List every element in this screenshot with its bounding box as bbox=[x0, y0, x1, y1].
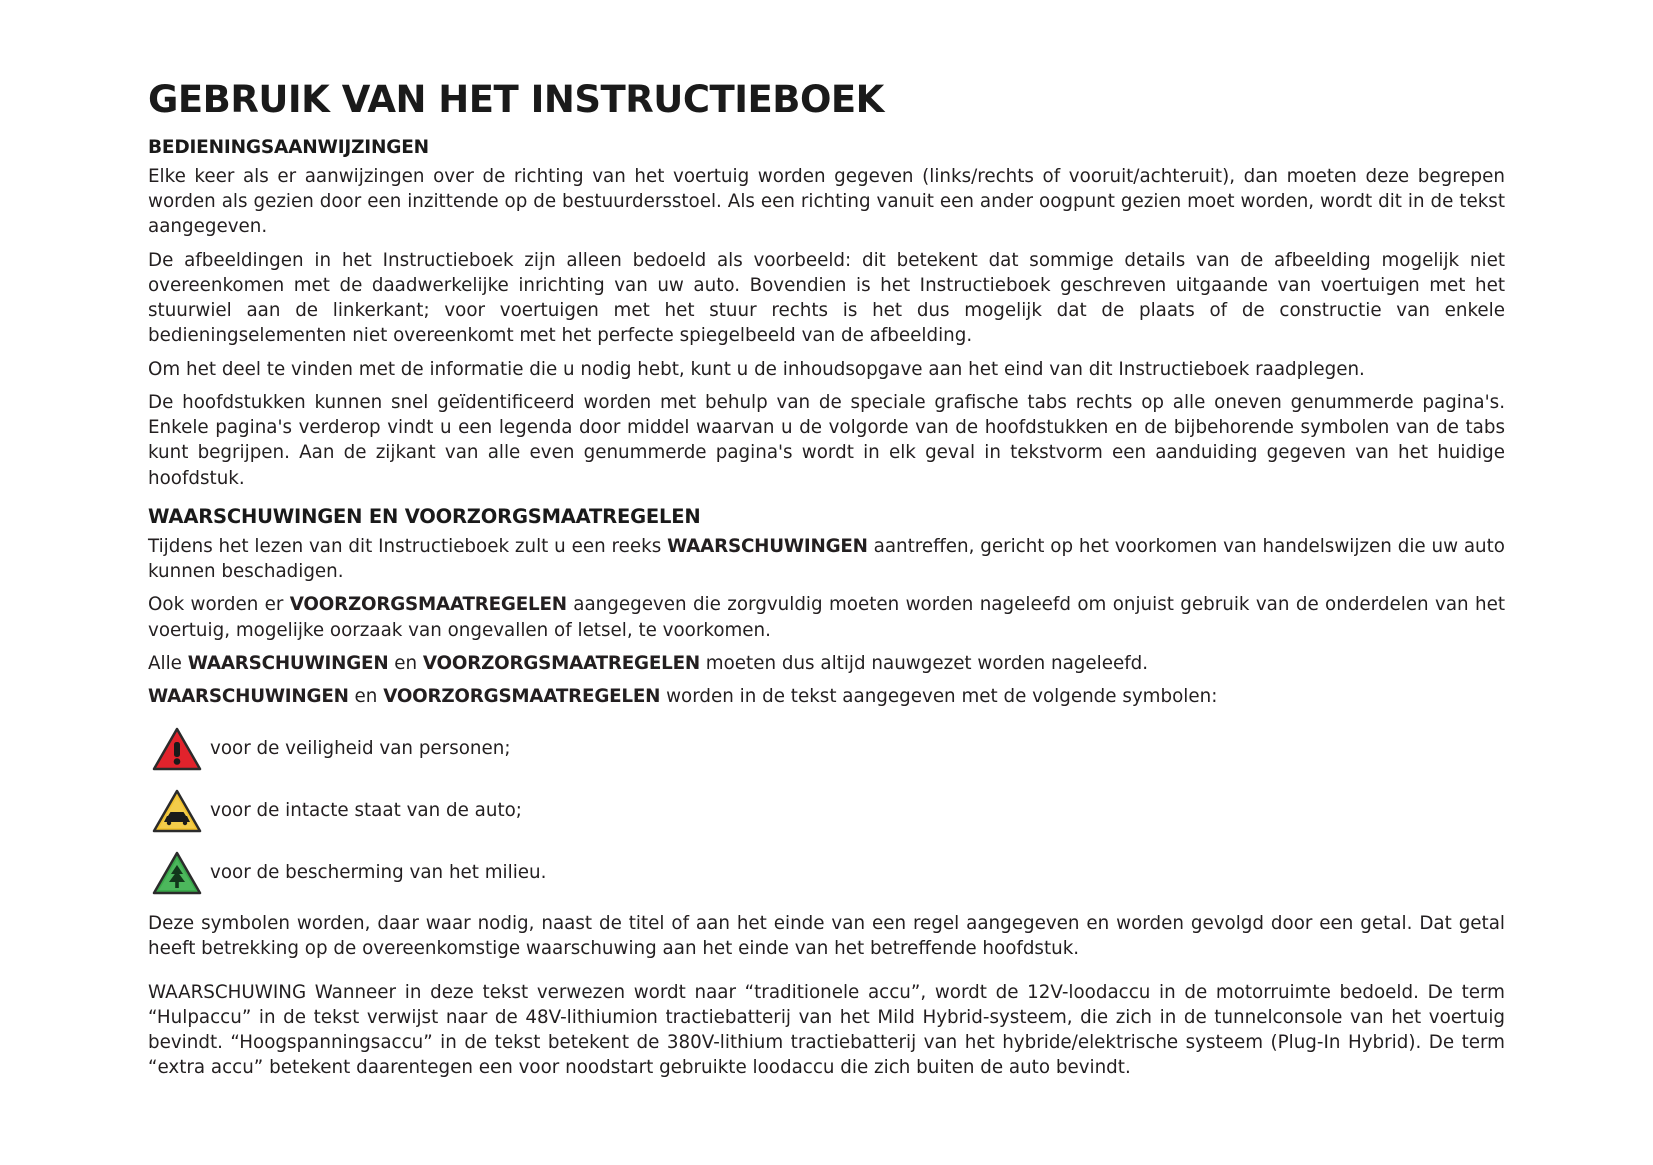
paragraph-operating-2: De afbeeldingen in het Instructieboek zijn alleen bedoeld als voorbeeld: dit betekent dat sommige details van de afbeelding mogelijk niet overeenkomen met de daadwerkelijke inrichting van uw auto. Bovendien is het Instructieboek geschreven uitgaande van voertuigen met het stuurwiel aan de linkerkant; voor voertuigen met het stuur rechts is het dus mogelijk dat de plaats of de constructie van enkele bedieningselementen niet overeenkomt met het perfecte spiegelbeeld van de afbeelding. bbox=[148, 249, 1505, 347]
emphasis-voorzorgsmaatregelen: VOORZORGSMAATREGELEN bbox=[422, 652, 700, 674]
text-fragment: Alle bbox=[148, 652, 188, 674]
list-item bbox=[148, 845, 1505, 901]
paragraph-warnings-2 bbox=[148, 592, 1505, 642]
emphasis-voorzorgsmaatregelen: VOORZORGSMAATREGELEN bbox=[383, 685, 661, 707]
emphasis-voorzorgsmaatregelen: VOORZORGSMAATREGELEN bbox=[289, 594, 567, 616]
paragraph-operating-3: Om het deel te vinden met de informatie die u nodig hebt, kunt u de inhoudsopgave aan het eind van dit Instructieboek raadplegen. bbox=[148, 358, 1365, 380]
paragraph-warnings-4 bbox=[148, 684, 1505, 709]
paragraph-closing-1: Deze symbolen worden, daar waar nodig, naast de titel of aan het einde van een regel aangegeven en worden gevolgd door een getal. Dat getal heeft betrekking op de overeenkomstige waarschuwing aan het einde van het betreffende hoofdstuk. bbox=[148, 913, 1505, 960]
yellow-car-triangle-icon bbox=[148, 788, 206, 834]
paragraph-operating-4: De hoofdstukken kunnen snel geïdentificeerd worden met behulp van de speciale grafische tabs rechts op alle oneven genummerde pagina's. Enkele pagina's verderop vindt u een legenda door middel waarvan u de volgorde van de hoofdstukken en de bijbehorende symbolen van de tabs kunt begrijpen. Aan de zijkant van alle even genummerde pagina's wordt in elk geval in tekstvorm een aanduiding gegeven van het huidige hoofdstuk. bbox=[148, 391, 1505, 489]
list-item bbox=[148, 721, 1505, 777]
text-fragment: moeten dus altijd nauwgezet worden nageleefd. bbox=[700, 652, 1149, 674]
text-fragment: aantreffen, gericht op het voorkomen van handelswijzen die uw auto kunnen beschadigen. bbox=[148, 535, 1505, 583]
symbol-legend-list bbox=[148, 721, 1505, 901]
paragraph-operating-1: Elke keer als er aanwijzingen over de richting van het voertuig worden gegeven (links/rechts of vooruit/achteruit), dan moeten deze begrepen worden als gezien door een inzittende op de bestuurdersstoel. Als een richting vanuit een ander oogpunt gezien moet worden, wordt dit in de tekst aangegeven. bbox=[148, 166, 1505, 238]
list-item-label: voor de veiligheid van personen; bbox=[210, 738, 511, 760]
paragraph-warnings-1 bbox=[148, 534, 1505, 584]
paragraph-warnings-3 bbox=[148, 651, 1505, 676]
text-fragment: en bbox=[388, 652, 423, 674]
green-tree-triangle-icon bbox=[148, 850, 206, 896]
list-item bbox=[148, 783, 1505, 839]
emphasis-waarschuwingen: WAARSCHUWINGEN bbox=[187, 652, 389, 674]
list-item-label: voor de bescherming van het milieu. bbox=[210, 862, 547, 884]
text-fragment: en bbox=[348, 685, 384, 707]
emphasis-waarschuwingen: WAARSCHUWINGEN bbox=[148, 685, 349, 707]
spacer bbox=[148, 970, 1505, 980]
section-heading-operating: BEDIENINGSAANWIJZINGEN bbox=[148, 137, 429, 158]
text-fragment: Tijdens het lezen van dit Instructieboek zult u een reeks bbox=[148, 535, 668, 557]
emphasis-waarschuwingen: WAARSCHUWINGEN bbox=[667, 535, 868, 557]
text-fragment: aangegeven die zorgvuldig moeten worden nageleefd om onjuist gebruik van de onderdelen van het voertuig, mogelijke oorzaak van ongevallen of letsel, te voorkomen. bbox=[148, 594, 1505, 641]
list-item-label: voor de intacte staat van de auto; bbox=[210, 800, 522, 822]
paragraph-closing-2: WAARSCHUWING Wanneer in deze tekst verwezen wordt naar “traditionele accu”, wordt de 12V-loodaccu in de motorruimte bedoeld. De term “Hulpaccu” in de tekst verwijst naar de 48V-lithiumion tractiebatterij van het Mild Hybrid-systeem, die zich in de tunnelconsole van het voertuig bevindt. “Hoogspanningsaccu” in de tekst betekent de 380V-lithium tractiebatterij van het hybride/elektrische systeem (Plug-In Hybrid). De term “extra accu” betekent daarentegen een voor noodstart gebruikte loodaccu die zich buiten de auto bevindt. bbox=[148, 981, 1505, 1079]
text-fragment: worden in de tekst aangegeven met de volgende symbolen: bbox=[660, 685, 1218, 707]
section-heading-warnings: WAARSCHUWINGEN EN VOORZORGSMAATREGELEN bbox=[148, 504, 701, 528]
page-title: GEBRUIK VAN HET INSTRUCTIEBOEK bbox=[148, 78, 884, 121]
text-fragment: Ook worden er bbox=[148, 594, 290, 616]
red-warning-triangle-icon bbox=[148, 726, 206, 772]
